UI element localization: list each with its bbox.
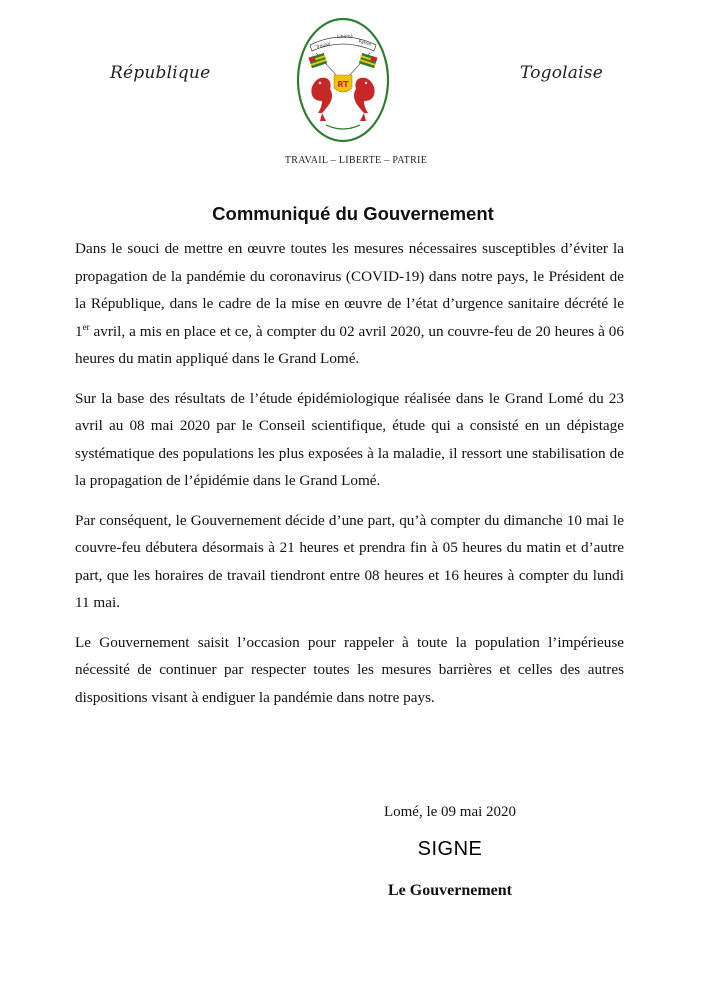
motto-text: TRAVAIL – LIBERTE – PATRIE [284,155,428,166]
document-title: Communiqué du Gouvernement [212,203,494,224]
paragraph-1 [75,235,624,373]
coat-of-arms-emblem [296,17,390,143]
paragraph-3: Par conséquent, le Gouvernement décide d’une part, qu’à compter du dimanche 10 mai le couvre-feu débutera désormais à 21 heures et prendra fin à 05 heures du matin et d’autre part, que les horaires de travail tiendront entre 08 heures et 16 heures à compter du lundi 11 mai. [75,511,624,611]
banner-center-text: Liberté [337,35,353,40]
paragraph-1-text-a: Dans le souci de mettre en œuvre toutes les mesures nécessaires susceptibles d’éviter la propagation de la pandémie du coronavirus (COVID-19) dans notre pays, le Président de la République, dans le cadre de la mise en œuvre de l’état d’urgence sanitaire décrété le 1 [75,240,624,340]
shield-icon [334,75,352,92]
ordinal-superscript: er [82,321,90,332]
paragraph-1-text-b: avril, a mis en place et ce, à compter du 02 avril 2020, un couvre-feu de 20 heures à 06 heures du matin appliqué dans le Grand Lomé. [75,322,624,367]
banner-right-text: Patrie [357,39,372,48]
header-right-word: Togolaise [520,63,603,83]
place-date: Lomé, le 09 mai 2020 [383,804,517,820]
signed-label: SIGNE [417,838,483,860]
document-body [75,235,624,723]
paragraph-4: Le Gouvernement saisit l’occasion pour rappeler à toute la population l’impérieuse nécessité de continuer par respecter toutes les mesures barrières et celles des autres dispositions visant à endiguer la pandémie dans notre pays. [75,633,624,706]
paragraph-2: Sur la base des résultats de l’étude épidémiologique réalisée dans le Grand Lomé du 23 avril au 08 mai 2020 par le Conseil scientifique, étude qui a consisté en un dépistage systématique des populations les plus exposées à la maladie, il ressort une stabilisation de la propagation de l’épidémie dans le Grand Lomé. [75,389,624,489]
signatory: Le Gouvernement [388,882,512,899]
banner-left-text: Travail [315,42,331,51]
header-left-word: République [110,63,211,83]
shield-text: RT [337,80,349,89]
national-motto [0,155,706,166]
